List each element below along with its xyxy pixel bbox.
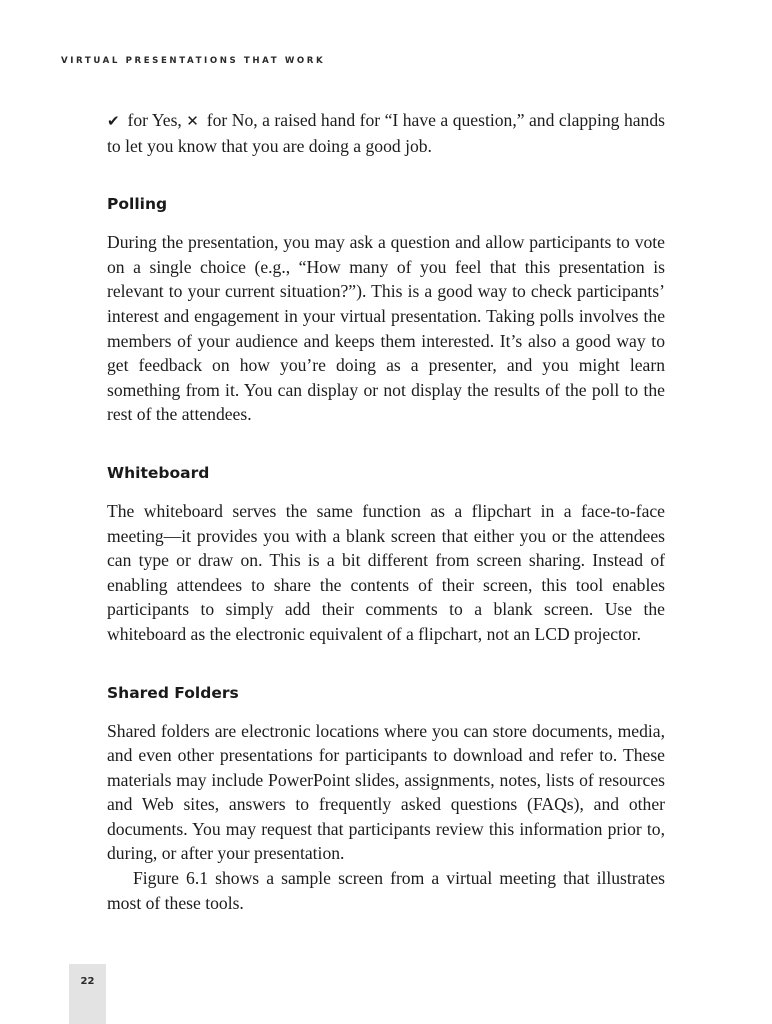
shared-folders-heading: Shared Folders xyxy=(107,683,239,702)
page-number-tab xyxy=(69,964,106,1024)
whiteboard-paragraph: The whiteboard serves the same function as a flipchart in a face-to-face meeting—it provides you with a blank screen that either you or the attendees can type or draw on. This is a bit different from screen sharing. Instead of enabling attendees to share the contents of their screen, this tool enables participants to simply add their comments to a blank screen. Use the whiteboard as the electronic equivalent of a flipchart, not an LCD projector. xyxy=(107,500,665,644)
intro-text-2: for No, a raised hand for “I have a question,” and clapping hands to let you know that you are doing a good job. xyxy=(107,110,665,156)
x-icon: ✕ xyxy=(186,112,199,130)
page-body xyxy=(107,108,665,915)
shared-folders-paragraph: Shared folders are electronic locations where you can store documents, media, and even other presentations for participants to download and refer to. These materials may include PowerPoint slides, assignments, notes, lists of resources and Web sites, answers to frequently asked questions (FAQs), and other documents. You may request that participants review this information prior to, during, or after your presentation. xyxy=(107,720,665,864)
intro-text-1: for Yes, xyxy=(123,110,187,130)
polling-paragraph: During the presentation, you may ask a question and allow participants to vote on a single choice (e.g., “How many of you feel that this presentation is relevant to your current situation?”). This is a good way to check participants’ interest and engagement in your virtual presentation. Taking polls involves the members of your audience and keeps them interested. It’s also a good way to get feedback on how you’re doing as a presenter, and you might learn something from it. You can display or not display the results of the poll to the rest of the attendees. xyxy=(107,232,665,425)
polling-heading: Polling xyxy=(107,195,168,214)
whiteboard-heading: Whiteboard xyxy=(107,463,210,482)
intro-paragraph xyxy=(107,108,665,158)
page-number: 22 xyxy=(80,976,95,987)
figure-reference-paragraph: Figure 6.1 shows a sample screen from a virtual meeting that illustrates most of these tools. xyxy=(107,868,665,913)
check-icon: ✔ xyxy=(107,112,120,130)
running-head: VIRTUAL PRESENTATIONS THAT WORK xyxy=(61,56,326,66)
